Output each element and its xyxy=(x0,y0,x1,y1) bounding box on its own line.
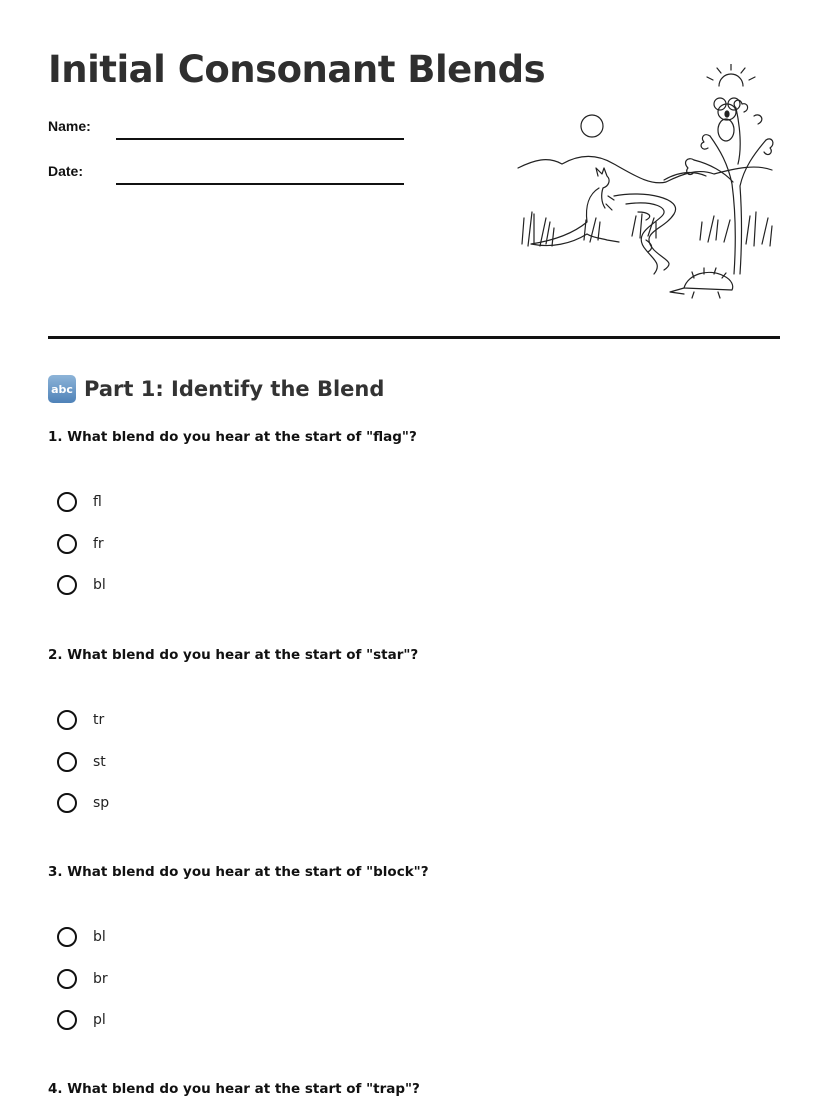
question-2-option-3[interactable] xyxy=(57,790,109,816)
outback-illustration xyxy=(514,64,778,300)
question-3-option-3[interactable] xyxy=(57,1007,106,1033)
tree-icon xyxy=(686,100,773,274)
question-1: 1. What blend do you hear at the start of "flag"? xyxy=(48,429,417,445)
question-2: 2. What blend do you hear at the start of "star"? xyxy=(48,647,419,663)
abc-emoji-icon: abc xyxy=(48,375,76,403)
option-label: fr xyxy=(93,536,104,552)
question-1-option-3[interactable] xyxy=(57,572,106,598)
question-1-option-1[interactable] xyxy=(57,489,102,515)
radio-button[interactable] xyxy=(57,927,77,947)
radio-button[interactable] xyxy=(57,492,77,512)
question-1-option-2[interactable] xyxy=(57,531,104,557)
radio-button[interactable] xyxy=(57,969,77,989)
name-label: Name: xyxy=(48,118,91,134)
option-label: br xyxy=(93,971,108,987)
kangaroo-icon xyxy=(531,168,619,246)
page-title: Initial Consonant Blends xyxy=(48,48,546,91)
question-3: 3. What blend do you hear at the start of "block"? xyxy=(48,864,429,880)
radio-button[interactable] xyxy=(57,534,77,554)
question-3-option-2[interactable] xyxy=(57,966,108,992)
small-sun-icon xyxy=(581,115,603,137)
hills-icon xyxy=(518,156,772,182)
option-label: sp xyxy=(93,795,110,811)
question-2-option-2[interactable] xyxy=(57,749,106,775)
date-field-line[interactable] xyxy=(116,183,404,185)
question-4: 4. What blend do you hear at the start of "trap"? xyxy=(48,1081,420,1097)
echidna-icon xyxy=(670,268,733,298)
option-label: pl xyxy=(93,1012,106,1028)
name-field-line[interactable] xyxy=(116,138,404,140)
part1-title: Part 1: Identify the Blend xyxy=(84,377,385,401)
option-label: bl xyxy=(93,577,106,593)
date-label: Date: xyxy=(48,163,84,179)
header-divider xyxy=(48,336,780,339)
question-2-option-1[interactable] xyxy=(57,707,104,733)
radio-button[interactable] xyxy=(57,752,77,772)
radio-button[interactable] xyxy=(57,575,77,595)
option-label: tr xyxy=(93,712,105,728)
radio-button[interactable] xyxy=(57,1010,77,1030)
creek-icon xyxy=(614,194,676,274)
worksheet-page xyxy=(48,0,780,1118)
option-label: st xyxy=(93,754,106,770)
option-label: fl xyxy=(93,494,102,510)
sun-rays-icon xyxy=(707,64,755,86)
option-label: bl xyxy=(93,929,106,945)
radio-button[interactable] xyxy=(57,710,77,730)
koala-icon xyxy=(714,98,740,141)
question-3-option-1[interactable] xyxy=(57,924,106,950)
part1-heading xyxy=(48,374,384,404)
radio-button[interactable] xyxy=(57,793,77,813)
